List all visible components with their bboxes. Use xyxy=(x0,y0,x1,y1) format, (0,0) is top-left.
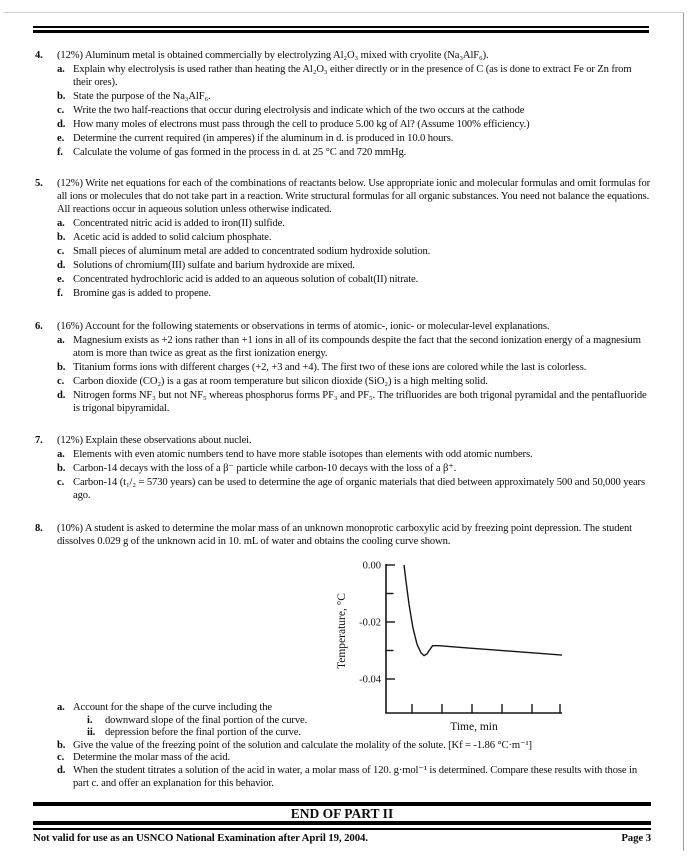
item-text: Small pieces of aluminum metal are added to concentrated sodium hydroxide solution. xyxy=(73,246,431,257)
item-text: When the student titrates a solution of the acid in water, a molar mass of 120. g·mol⁻¹ is determined. Compare these results with those in part c. and offer an explanation for this behavior. xyxy=(73,764,638,789)
footer xyxy=(33,832,651,845)
question-item xyxy=(57,118,651,131)
question-7 xyxy=(35,434,651,502)
end-of-part-title: END OF PART II xyxy=(290,806,394,821)
question-intro: (12%) Aluminum metal is obtained commercially by electrolyzing Al₂O₃ mixed with cryolite (Na₃AlF₆). xyxy=(57,50,489,61)
y-axis-ticks xyxy=(386,565,395,679)
item-label: c. xyxy=(57,477,65,488)
question-head xyxy=(35,522,651,548)
item-label: b. xyxy=(57,739,66,751)
x-axis-title: Time, min xyxy=(450,721,498,733)
item-label: c. xyxy=(57,246,65,257)
item-text: State the purpose of the Na₃AlF₆. xyxy=(73,91,211,102)
item-text: Solutions of chromium(III) sulfate and barium hydroxide are mixed. xyxy=(73,260,355,271)
top-rule xyxy=(33,26,649,33)
item-text: Determine the molar mass of the acid. xyxy=(73,752,231,764)
item-text: Concentrated hydrochloric acid is added to an aqueous solution of cobalt(II) nitrate. xyxy=(73,274,419,285)
y-tick-labels xyxy=(359,561,382,686)
question-item xyxy=(57,740,651,753)
question-item xyxy=(57,287,651,300)
page-number: Page 3 xyxy=(621,832,651,844)
item-text: How many moles of electrons must pass through the cell to produce 5.00 kg of Al? (Assume 100% efficiency.) xyxy=(73,119,530,130)
question-item xyxy=(57,448,651,461)
scan-edge-right xyxy=(683,13,685,851)
item-label: b. xyxy=(57,463,66,474)
item-label: d. xyxy=(57,260,66,271)
item-text: depression before the final portion of the curve. xyxy=(105,727,301,739)
item-text: Nitrogen forms NF₃ but not NF₅ whereas phosphorus forms PF₃ and PF₅. The trifluorides are both trigonal pyramidal and the pentafluoride is trigonal bipyramidal. xyxy=(73,390,647,414)
question-number: 5. xyxy=(35,178,43,189)
item-label: f. xyxy=(57,288,63,299)
question-intro: (12%) Explain these observations about nuclei. xyxy=(57,435,252,446)
item-text: Give the value of the freezing point of the solution and calculate the molality of the solute. [Kf = -1.86 °C·m⁻¹] xyxy=(73,739,532,751)
question-item xyxy=(57,361,651,374)
question-item xyxy=(57,476,651,502)
item-text: Bromine gas is added to propene. xyxy=(73,288,211,299)
item-text: Magnesium exists as +2 ions rather than +1 ions in all of its compounds despite the fact that the second ionization energy of a magnesium atom is more than twice as great as the first ionization energy. xyxy=(73,335,641,359)
question-item xyxy=(57,104,651,117)
validity-note: Not valid for use as an USNCO National Examination after April 19, 2004. xyxy=(33,832,368,844)
item-label: a. xyxy=(57,335,65,346)
item-text: Titanium forms ions with different charges (+2, +3 and +4). The first two of these ions are colored while the last is colorless. xyxy=(73,362,587,373)
item-label: i. xyxy=(87,714,93,726)
item-label: c. xyxy=(57,105,65,116)
question-item xyxy=(57,217,651,230)
item-label: e. xyxy=(57,133,65,144)
question-item xyxy=(57,231,651,244)
question-item xyxy=(57,702,651,715)
question-item xyxy=(57,273,651,286)
item-label: ii. xyxy=(87,727,96,739)
item-text: Acetic acid is added to solid calcium phosphate. xyxy=(73,232,272,243)
question-item xyxy=(57,765,651,790)
question-8 xyxy=(35,522,651,548)
item-text: Carbon-14 decays with the loss of a β⁻ particle while carbon-10 decays with the loss of a β⁺. xyxy=(73,463,457,474)
item-text: Concentrated nitric acid is added to iron(II) sulfide. xyxy=(73,218,285,229)
item-label: e. xyxy=(57,274,65,285)
question-6 xyxy=(35,320,651,415)
cooling-curve-line xyxy=(404,565,562,656)
item-text: downward slope of the final portion of the curve. xyxy=(105,714,308,726)
question-intro: (12%) Write net equations for each of the combinations of reactants below. Use appropriate ionic and molecular formulas and omit formulas for all ions or molecules that do not take part in a reaction. Write structural formulas for all organic substances. You need not balance the equations. All reactions occur in aqueous solution unless otherwise indicated. xyxy=(57,178,651,215)
question-item xyxy=(57,334,651,360)
question-item xyxy=(57,259,651,272)
item-text: Calculate the volume of gas formed in the process in d. at 25 °C and 720 mmHg. xyxy=(73,147,407,158)
question-intro: (10%) A student is asked to determine the molar mass of an unknown monoprotic carboxylic acid by freezing point depression. The student dissolves 0.029 g of the unknown acid in 10. mL of water and obtains the cooling curve shown. xyxy=(57,523,632,547)
y-axis-title: Temperature, °C xyxy=(336,593,348,669)
question-item xyxy=(57,375,651,388)
question-head xyxy=(35,49,651,62)
question-number: 6. xyxy=(35,321,43,332)
question-item xyxy=(57,146,651,159)
item-text: Carbon-14 (t₁/₂ = 5730 years) can be used to determine the age of organic materials that died between approximately 500 and 50,000 years ago. xyxy=(73,477,645,501)
item-text: Explain why electrolysis is used rather than heating the Al₂O₃ either directly or in the presence of C (as is done to extract Fe or Zn from their ores). xyxy=(73,64,632,88)
question-item xyxy=(57,90,651,103)
question-4 xyxy=(35,49,651,159)
y-tick-label: -0.04 xyxy=(359,674,381,686)
question-number: 4. xyxy=(35,50,43,61)
item-label: c. xyxy=(57,376,65,387)
item-text: Write the two half-reactions that occur during electrolysis and indicate which of the two occurs at the cathode xyxy=(73,105,525,116)
y-tick-label: -0.02 xyxy=(359,617,381,629)
item-text: Carbon dioxide (CO₂) is a gas at room temperature but silicon dioxide (SiO₂) is a high melting solid. xyxy=(73,376,488,387)
question-number: 7. xyxy=(35,435,43,446)
question-subitem xyxy=(87,727,651,740)
question-head xyxy=(35,434,651,447)
item-text: Account for the shape of the curve including the xyxy=(73,702,272,713)
question-intro: (16%) Account for the following statements or observations in terms of atomic-, ionic- or molecular-level explanations. xyxy=(57,321,550,332)
question-5 xyxy=(35,177,651,300)
question-item xyxy=(57,132,651,145)
y-tick-label: 0.00 xyxy=(362,560,381,572)
question-item xyxy=(57,63,651,89)
item-label: b. xyxy=(57,91,66,102)
question-number: 8. xyxy=(35,523,43,534)
item-label: a. xyxy=(57,64,65,75)
item-label: b. xyxy=(57,362,66,373)
question-head xyxy=(35,177,651,216)
end-of-part-rule-bottom xyxy=(33,821,651,830)
item-label: c. xyxy=(57,752,65,764)
item-text: Determine the current required (in amperes) if the aluminum in d. is produced in 10.0 hours. xyxy=(73,133,454,144)
item-label: f. xyxy=(57,147,63,158)
axes xyxy=(385,564,562,713)
item-label: a. xyxy=(57,218,65,229)
scan-edge-top xyxy=(4,12,684,13)
question-item xyxy=(57,462,651,475)
item-label: d. xyxy=(57,764,66,776)
question-item xyxy=(57,389,651,415)
item-label: d. xyxy=(57,390,66,401)
question-head xyxy=(35,320,651,333)
question-item xyxy=(57,752,651,765)
question-subitem xyxy=(87,715,651,728)
item-label: a. xyxy=(57,449,65,460)
item-label: a. xyxy=(57,702,65,713)
item-label: b. xyxy=(57,232,66,243)
question-item xyxy=(57,245,651,258)
item-text: Elements with even atomic numbers tend to have more stable isotopes than elements with odd atomic numbers. xyxy=(73,449,533,460)
item-label: d. xyxy=(57,119,66,130)
question-8-items xyxy=(35,702,651,790)
